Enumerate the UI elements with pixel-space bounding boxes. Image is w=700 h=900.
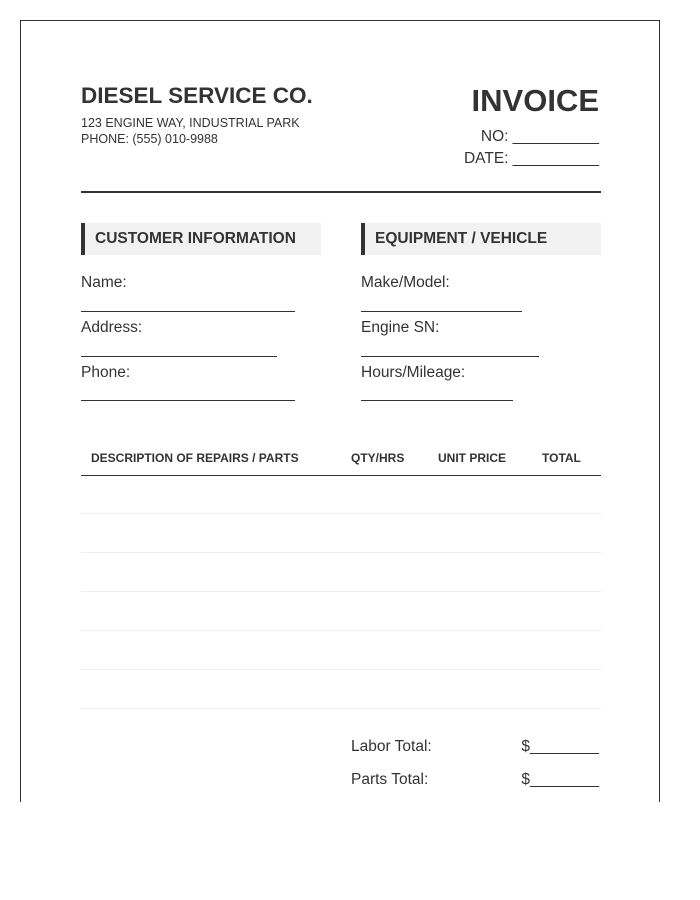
customer-phone-label: Phone: xyxy=(81,364,131,381)
parts-total-label: Parts Total: xyxy=(351,771,429,788)
customer-name-line[interactable] xyxy=(81,311,295,312)
company-phone: PHONE: (555) 010-9988 xyxy=(81,132,218,146)
invoice-number-field: NO: __________ xyxy=(480,128,599,145)
equipment-section-title: EQUIPMENT / VEHICLE xyxy=(375,230,548,247)
invoice-date-field: DATE: __________ xyxy=(463,150,599,167)
column-header-total: TOTAL xyxy=(542,451,581,465)
equipment-make-line[interactable] xyxy=(361,311,522,312)
table-row[interactable] xyxy=(81,515,601,553)
equipment-hours-label: Hours/Mileage: xyxy=(361,364,466,381)
table-row[interactable] xyxy=(81,554,601,592)
invoice-sheet xyxy=(20,20,660,802)
labor-total-value[interactable]: $________ xyxy=(521,738,599,755)
company-name: DIESEL SERVICE CO. xyxy=(81,83,313,108)
table-row[interactable] xyxy=(81,671,601,709)
equipment-engine-line[interactable] xyxy=(361,356,539,357)
column-header-qty: QTY/HRS xyxy=(351,451,405,465)
customer-phone-line[interactable] xyxy=(81,400,295,401)
equipment-engine-label: Engine SN: xyxy=(361,319,440,336)
column-header-description: DESCRIPTION OF REPAIRS / PARTS xyxy=(91,451,299,465)
equipment-section-header xyxy=(361,223,601,255)
table-row[interactable] xyxy=(81,593,601,631)
customer-section-header xyxy=(81,223,321,255)
company-address: 123 ENGINE WAY, INDUSTRIAL PARK xyxy=(81,116,300,130)
equipment-hours-line[interactable] xyxy=(361,400,513,401)
parts-total-value[interactable]: $________ xyxy=(521,771,599,788)
customer-section-title: CUSTOMER INFORMATION xyxy=(95,230,296,247)
customer-name-label: Name: xyxy=(81,274,127,291)
equipment-make-label: Make/Model: xyxy=(361,274,450,291)
header-divider xyxy=(81,191,601,193)
table-row[interactable] xyxy=(81,476,601,514)
column-header-unit-price: UNIT PRICE xyxy=(438,451,507,465)
customer-address-line[interactable] xyxy=(81,356,277,357)
table-row[interactable] xyxy=(81,632,601,670)
customer-address-label: Address: xyxy=(81,319,143,336)
invoice-title: INVOICE xyxy=(471,83,599,118)
labor-total-label: Labor Total: xyxy=(351,738,432,755)
